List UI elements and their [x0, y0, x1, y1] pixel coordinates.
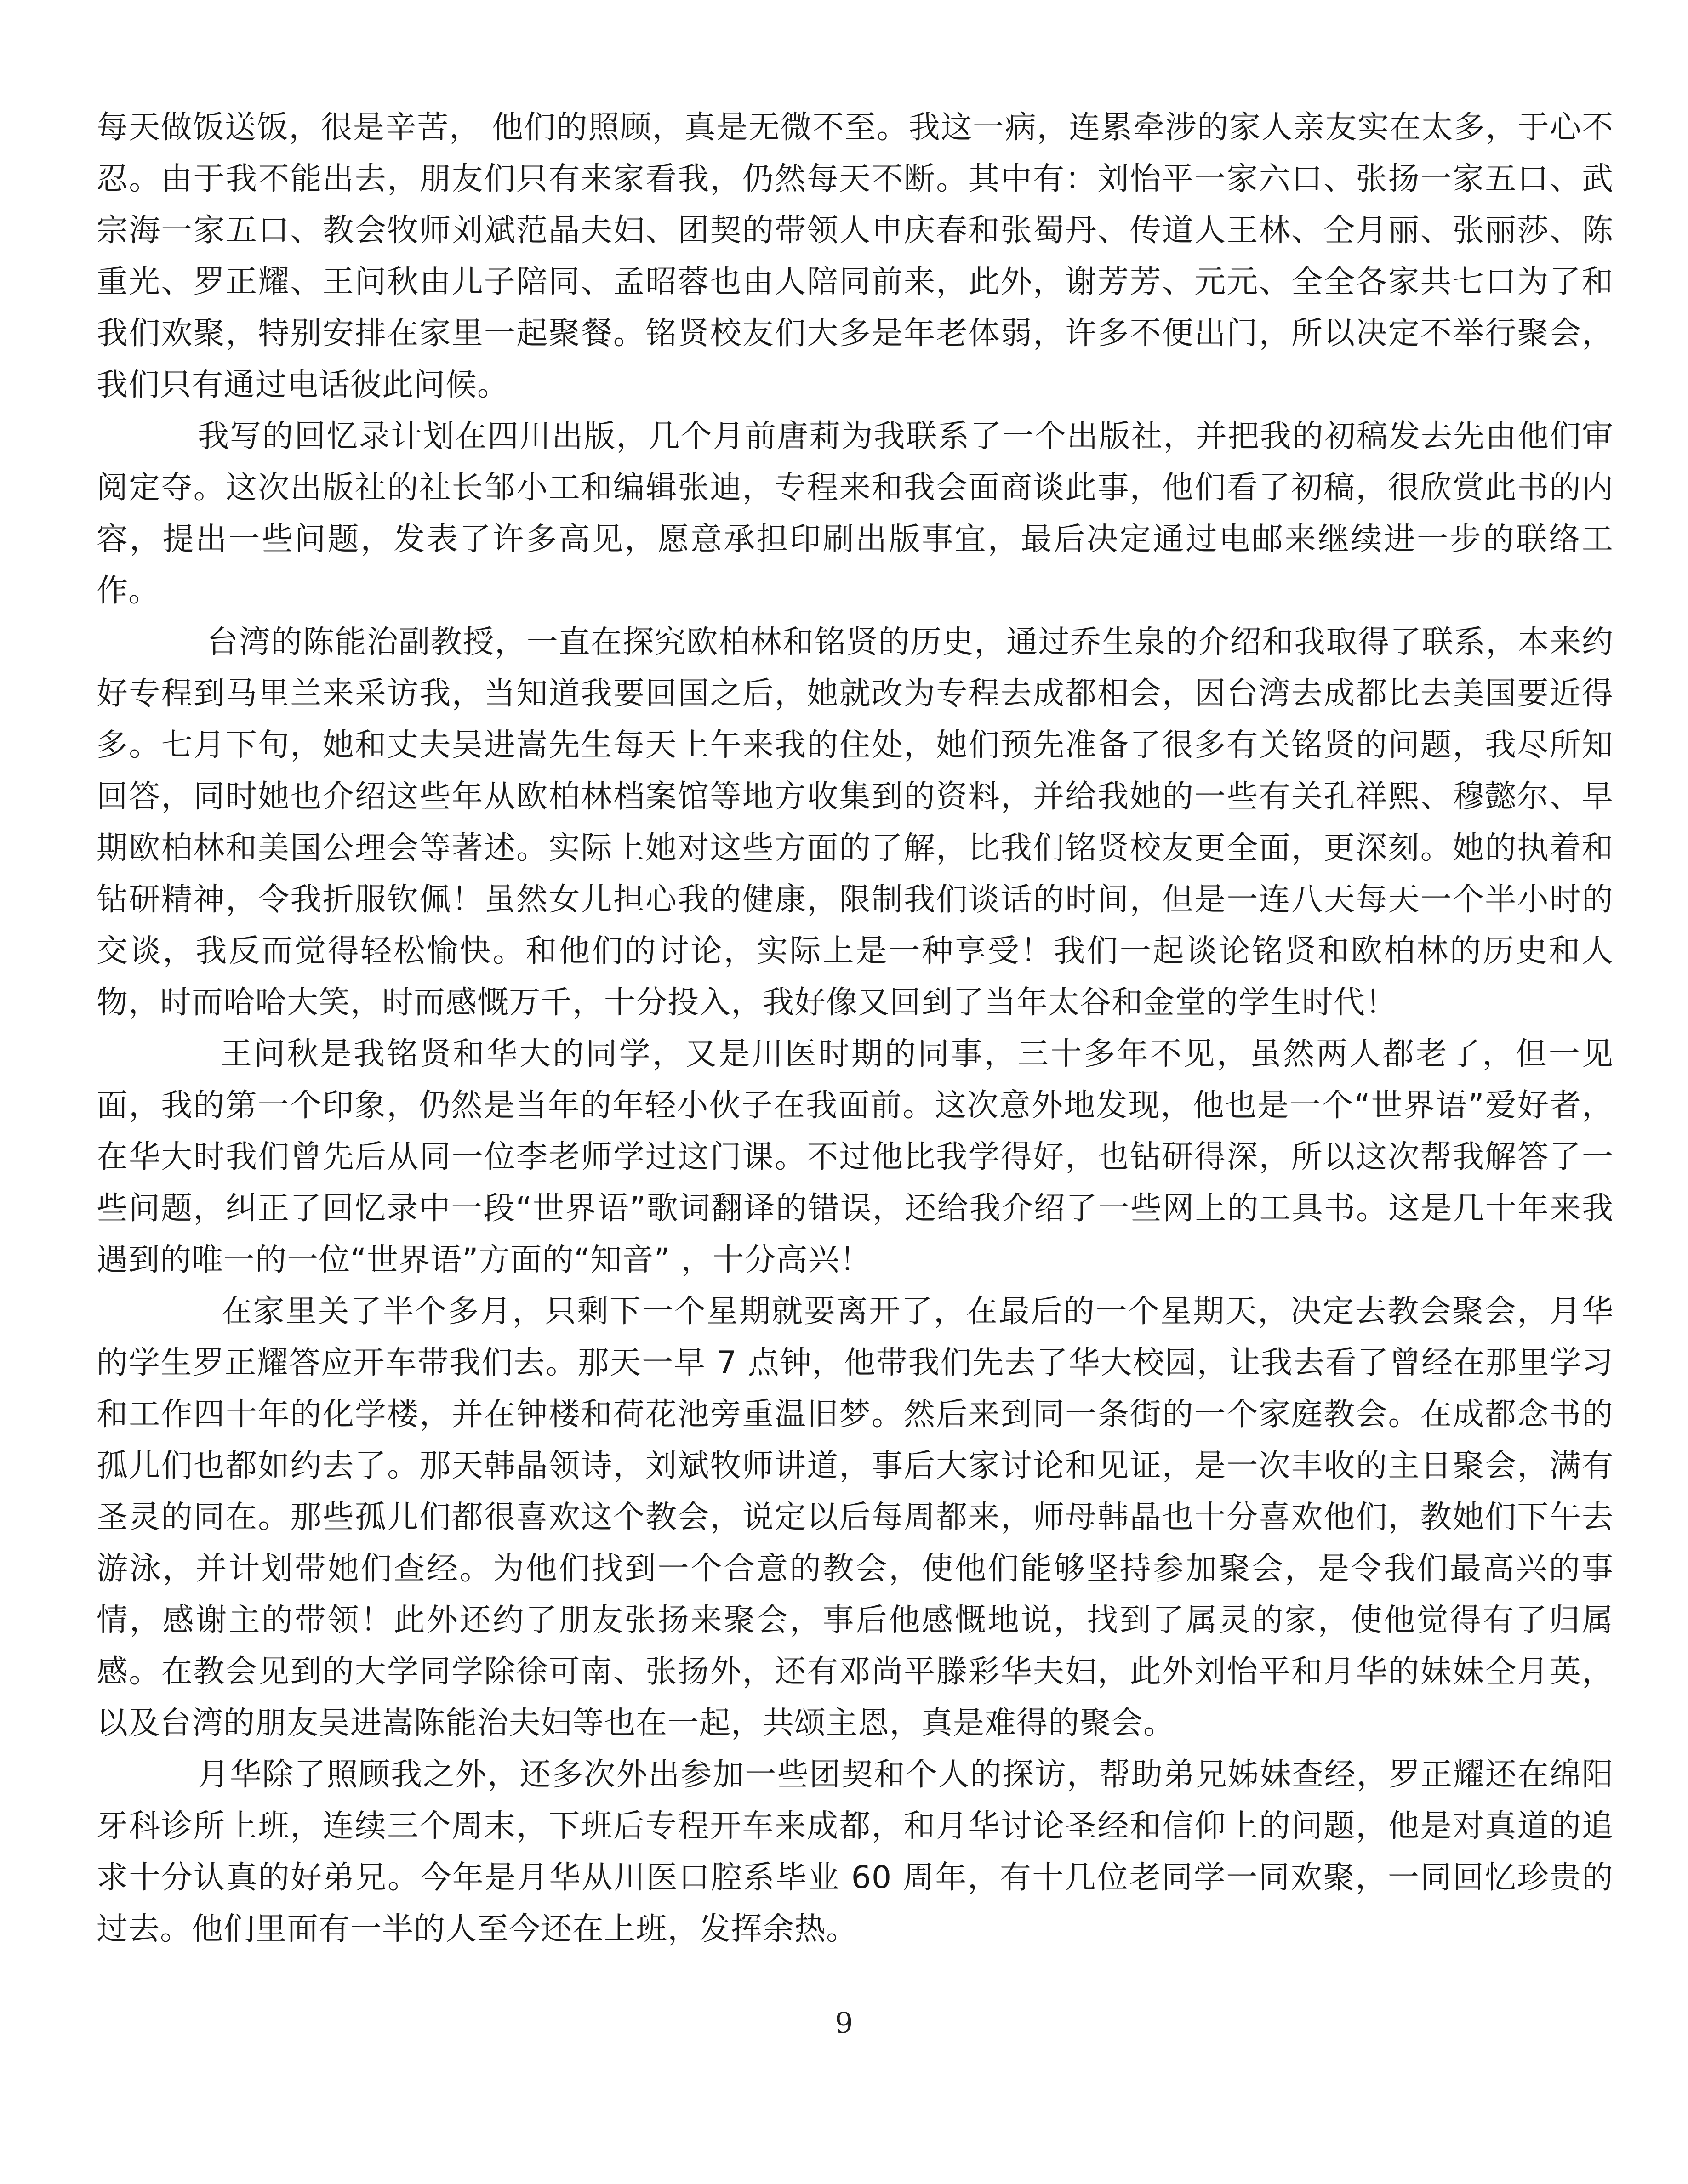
paragraph-1: 每天做饭送饭，很是辛苦， 他们的照顾，真是无微不至。我这一病，连累牵涉的家人亲友实在太多，于心不忍。由于我不能出去，朋友们只有来家看我，仍然每天不断。其中有：刘怡平一家六口、张扬一家五口、武宗海一家五口、教会牧师刘斌范晶夫妇、团契的带领人申庆春和张蜀丹、传道人王林、仝月丽、张丽莎、陈重光、罗正耀、王问秋由儿子陪同、孟昭蓉也由人陪同前来，此外，谢芳芳、元元、全全各家共七口为了和我们欢聚，特别安排在家里一起聚餐。铭贤校友们大多是年老体弱，许多不便出门，所以决定不举行聚会，我们只有通过电话彼此问候。	[97, 109, 1614, 403]
document-body	[97, 102, 1614, 1955]
paragraph-4: 王问秋是我铭贤和华大的同学，又是川医时期的同事，三十多年不见，虽然两人都老了，但一见面，我的第一个印象，仍然是当年的年轻小伙子在我面前。这次意外地发现，他也是一个“世界语”爱好者，在华大时我们曾先后从同一位李老师学过这门课。不过他比我学得好，也钻研得深，所以这次帮我解答了一些问题，纠正了回忆录中一段“世界语”歌词翻译的错误，还给我介绍了一些网上的工具书。这是几十年来我遇到的唯一的一位“世界语”方面的“知音” ，十分高兴！	[97, 1036, 1614, 1278]
paragraph-6: 月华除了照顾我之外，还多次外出参加一些团契和个人的探访，帮助弟兄姊妹查经，罗正耀还在绵阳牙科诊所上班，连续三个周末，下班后专程开车来成都，和月华讨论圣经和信仰上的问题，他是对真道的追求十分认真的好弟兄。今年是月华从川医口腔系毕业 60 周年，有十几位老同学一同欢聚，一同回忆珍贵的过去。他们里面有一半的人至今还在上班，发挥余热。	[97, 1757, 1614, 1947]
paragraph-2: 我写的回忆录计划在四川出版，几个月前唐莉为我联系了一个出版社，并把我的初稿发去先由他们审阅定夺。这次出版社的社长邹小工和编辑张迪，专程来和我会面商谈此事，他们看了初稿，很欣赏此书的内容，提出一些问题，发表了许多高见，愿意承担印刷出版事宜，最后决定通过电邮来继续进一步的联络工作。	[97, 418, 1614, 609]
paragraph-5: 在家里关了半个多月，只剩下一个星期就要离开了，在最后的一个星期天，决定去教会聚会，月华的学生罗正耀答应开车带我们去。那天一早 7 点钟，他带我们先去了华大校园，让我去看了曾经在那里学习和工作四十年的化学楼，并在钟楼和荷花池旁重温旧梦。然后来到同一条街的一个家庭教会。在成都念书的孤儿们也都如约去了。那天韩晶领诗，刘斌牧师讲道，事后大家讨论和见证，是一次丰收的主日聚会，满有圣灵的同在。那些孤儿们都很喜欢这个教会，说定以后每周都来，师母韩晶也十分喜欢他们，教她们下午去游泳，并计划带她们查经。为他们找到一个合意的教会，使他们能够坚持参加聚会，是令我们最高兴的事情，感谢主的带领！此外还约了朋友张扬来聚会，事后他感慨地说，找到了属灵的家，使他觉得有了归属感。在教会见到的大学同学除徐可南、张扬外，还有邓尚平滕彩华夫妇，此外刘怡平和月华的妹妹仝月英，以及台湾的朋友吴进嵩陈能治夫妇等也在一起，共颂主恩，真是难得的聚会。	[97, 1293, 1614, 1741]
page-number: 9	[835, 2006, 853, 2040]
paragraph-3: 台湾的陈能治副教授，一直在探究欧柏林和铭贤的历史，通过乔生泉的介绍和我取得了联系，本来约好专程到马里兰来采访我，当知道我要回国之后，她就改为专程去成都相会，因台湾去成都比去美国要近得多。七月下旬，她和丈夫吴进嵩先生每天上午来我的住处，她们预先准备了很多有关铭贤的问题，我尽所知回答，同时她也介绍这些年从欧柏林档案馆等地方收集到的资料，并给我她的一些有关孔祥熙、穆懿尔、早期欧柏林和美国公理会等著述。实际上她对这些方面的了解，比我们铭贤校友更全面，更深刻。她的执着和钻研精神，令我折服钦佩！虽然女儿担心我的健康，限制我们谈话的时间，但是一连八天每天一个半小时的交谈，我反而觉得轻松愉快。和他们的讨论，实际上是一种享受！我们一起谈论铭贤和欧柏林的历史和人物，时而哈哈大笑，时而感慨万千，十分投入，我好像又回到了当年太谷和金堂的学生时代！	[97, 624, 1614, 1021]
